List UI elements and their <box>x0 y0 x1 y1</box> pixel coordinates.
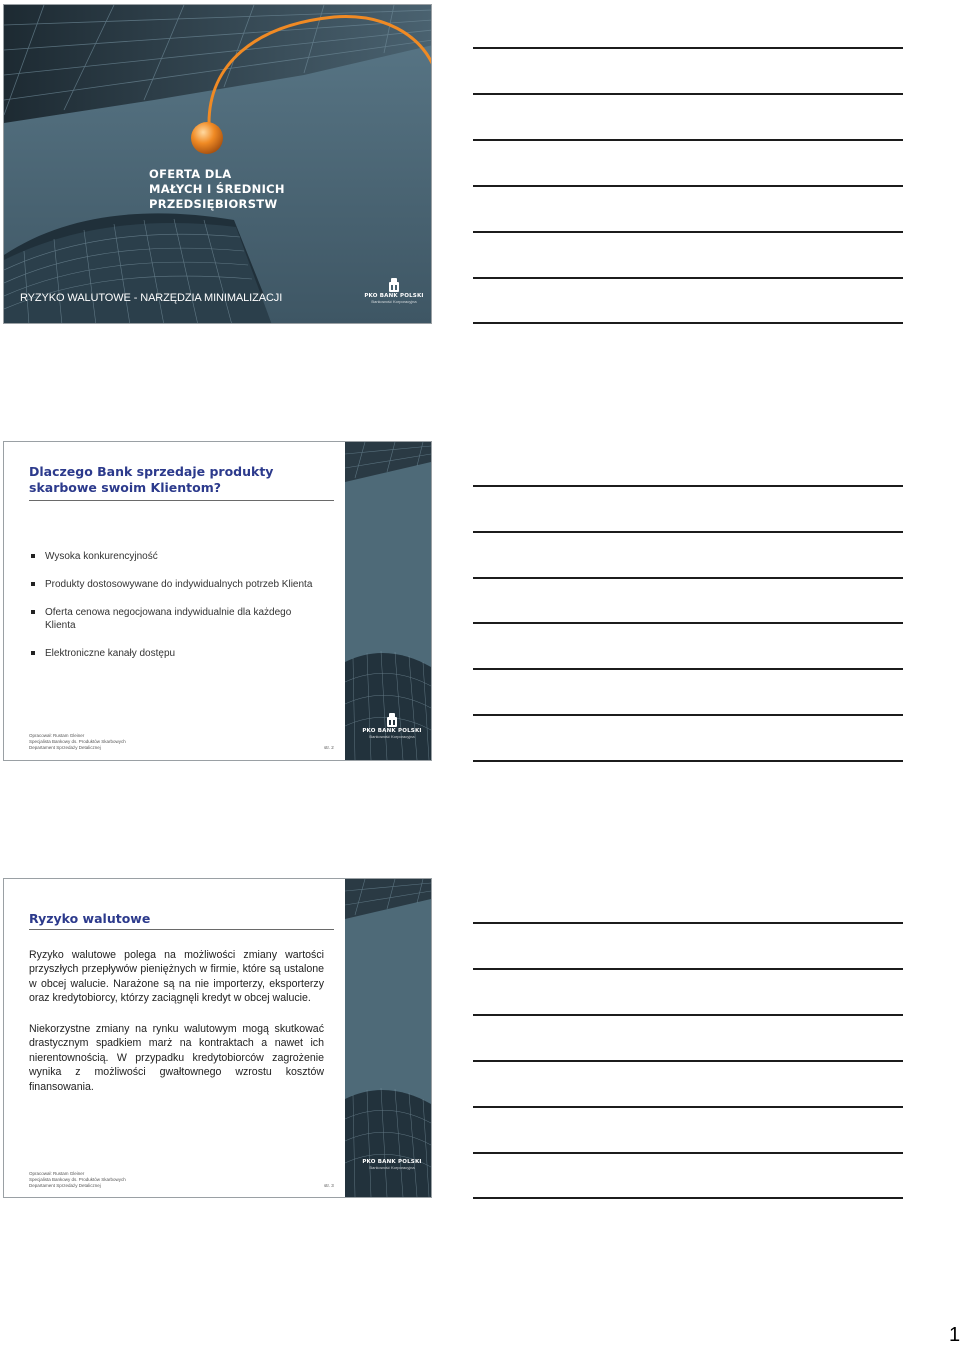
list-item: Oferta cenowa negocjowana indywidualnie dla każdego Klienta <box>30 606 315 632</box>
logo-tagline: Bankowość Korporacyjna <box>371 299 417 304</box>
title-slide <box>3 4 432 324</box>
slide-title <box>29 464 273 496</box>
list-item: Wysoka konkurencyjność <box>30 550 330 563</box>
body-paragraph: Niekorzystne zmiany na rynku walutowym mogą skutkować drastycznym spadkiem marż na kontraktach a nawet ich nierentownością. W przypadku kredytobiorców zagrożenie wynika z możliwości gwałtownego wzrostu kosztów finansowania. <box>29 1023 324 1093</box>
slide-title-line-2: skarbowe swoim Klientom? <box>29 480 221 495</box>
logo-brand-name: PKO BANK POLSKI <box>362 728 422 734</box>
slide-3 <box>3 878 432 1198</box>
footer-line-2: Specjalista Bankowy ds. Produktów Skarbowych <box>29 739 126 744</box>
building-strip-image <box>345 879 431 1197</box>
logo-brand-name: PKO BANK POLSKI <box>362 1159 422 1165</box>
title-divider <box>29 929 334 930</box>
offer-heading <box>149 167 285 212</box>
presentation-subtitle: RYZYKO WALUTOWE - NARZĘDZIA MINIMALIZACJI <box>20 292 283 304</box>
footer-line-1: Opracował: Rustam Gleiner <box>29 1171 85 1176</box>
slide-page-number: str. 3 <box>324 1183 334 1188</box>
title-divider <box>29 500 334 501</box>
logo-brand-name: PKO BANK POLSKI <box>364 293 424 299</box>
footer-line-1: Opracował: Rustam Gleiner <box>29 733 85 738</box>
footer-line-3: Departament Sprzedaży Detalicznej <box>29 1183 101 1188</box>
pko-logo <box>359 712 425 739</box>
slide-footer <box>29 1171 126 1189</box>
offer-line-2: MAŁYCH I ŚREDNICH <box>149 182 285 196</box>
slide-page-number: str. 2 <box>324 745 334 750</box>
list-item: Produkty dostosowywane do indywidualnych potrzeb Klienta <box>30 578 330 591</box>
footer-line-2: Specjalista Bankowy ds. Produktów Skarbowych <box>29 1177 126 1182</box>
pko-logo <box>359 1159 425 1170</box>
offer-line-3: PRZEDSIĘBIORSTW <box>149 197 278 211</box>
offer-line-1: OFERTA DLA <box>149 167 232 181</box>
footer-line-3: Departament Sprzedaży Detalicznej <box>29 745 101 750</box>
slide-title-line-1: Dlaczego Bank sprzedaje produkty <box>29 464 274 479</box>
pko-emblem-icon <box>388 277 400 293</box>
logo-tagline: Bankowość Korporacyjna <box>369 1165 415 1170</box>
body-paragraph: Ryzyko walutowe polega na możliwości zmiany wartości przyszłych przepływów pieniężnych w firmie, które są ustalone w obcej walucie. Narażone są na nie importerzy, eksporterzy oraz kredytobiorcy, którzy zaciągnęli kredyt w obcej walucie. <box>29 949 324 1005</box>
slide-title: Ryzyko walutowe <box>29 911 151 926</box>
handout-page-number: 1 <box>949 1324 960 1346</box>
pko-emblem-icon <box>386 712 398 728</box>
slide-2 <box>3 441 432 761</box>
slide-footer <box>29 733 126 751</box>
logo-tagline: Bankowość Korporacyjna <box>369 734 415 739</box>
list-item: Elektroniczne kanały dostępu <box>30 647 330 660</box>
bullet-list <box>30 550 330 675</box>
pko-logo <box>364 277 424 304</box>
